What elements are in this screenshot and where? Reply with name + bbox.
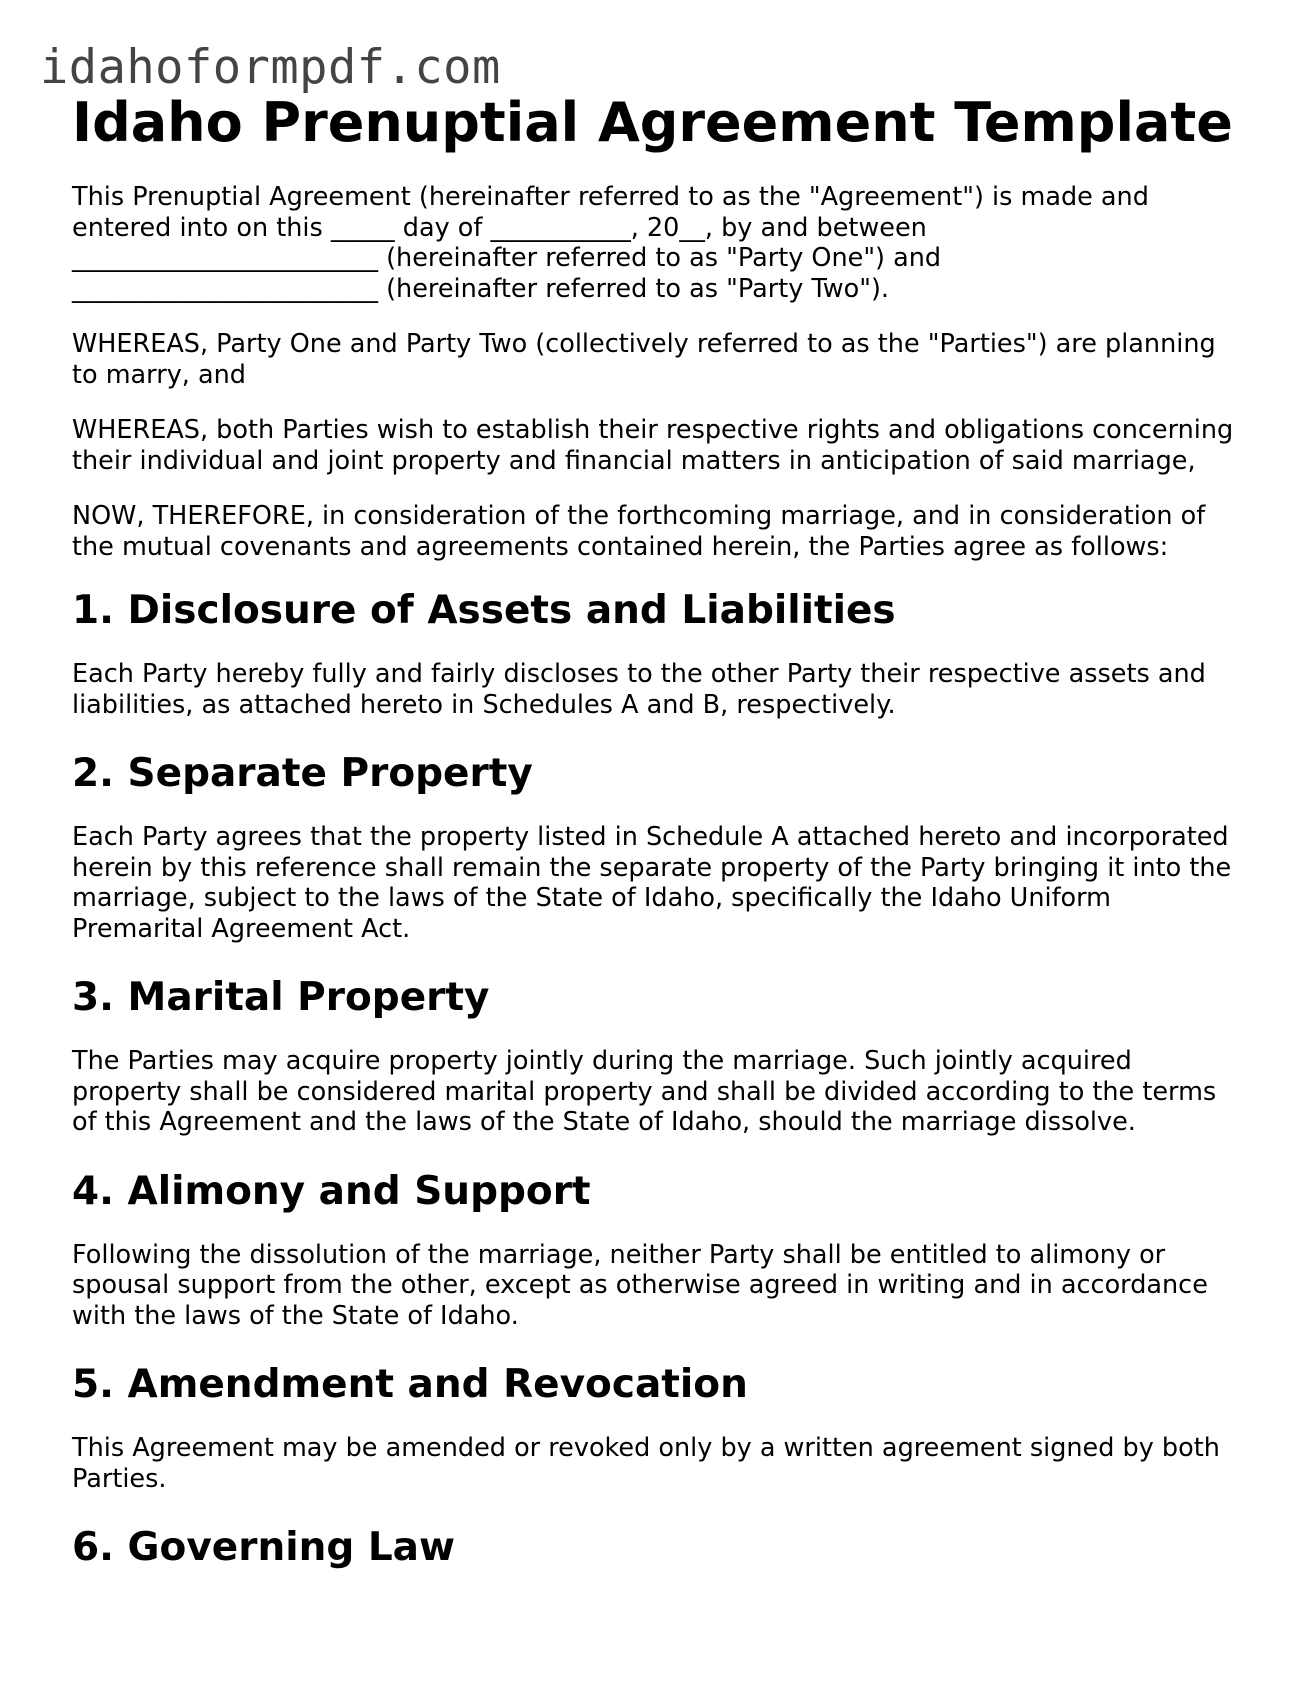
section-line: Each Party hereby fully and fairly discloses to the other Party their respective assets and: [72, 659, 1206, 689]
preamble-line: ________________________ (hereinafter referred to as "Party Two").: [72, 273, 889, 304]
section-line: property shall be considered marital property and shall be divided according to the terms: [72, 1076, 1217, 1107]
preamble-paragraph-intro: [72, 182, 1252, 304]
watermark-text: idahoformpdf.com: [40, 40, 501, 95]
document-title: Idaho Prenuptial Agreement Template: [72, 91, 1233, 154]
section-line: spousal support from the other, except as otherwise agreed in writing and in accordance: [72, 1270, 1208, 1300]
preamble-paragraph-now-therefore: [72, 501, 1252, 562]
preamble-line: the mutual covenants and agreements contained herein, the Parties agree as follows:: [72, 531, 1169, 562]
preamble-line: their individual and joint property and financial matters in anticipation of said marriage,: [72, 445, 1196, 476]
preamble-line: WHEREAS, both Parties wish to establish their respective rights and obligations concerning: [72, 415, 1234, 445]
section-line: The Parties may acquire property jointly during the marriage. Such jointly acquired: [72, 1046, 1132, 1076]
preamble-line: ________________________ (hereinafter referred to as "Party One") and: [72, 243, 942, 273]
section-line: Each Party agrees that the property listed in Schedule A attached hereto and incorporated: [72, 822, 1229, 852]
section-governing-law: [72, 1524, 1252, 1572]
section-heading: 6. Governing Law: [72, 1525, 456, 1570]
preamble-line: NOW, THEREFORE, in consideration of the forthcoming marriage, and in consideration of: [72, 501, 1206, 531]
section-alimony: [72, 1168, 1252, 1332]
section-heading: 5. Amendment and Revocation: [72, 1362, 748, 1407]
section-body: [72, 1046, 1252, 1138]
preamble-line: WHEREAS, Party One and Party Two (collectively referred to as the "Parties") are planning: [72, 329, 1216, 359]
document-body: [72, 90, 1252, 1596]
preamble-line: to marry, and: [72, 359, 246, 390]
section-marital-property: [72, 974, 1252, 1138]
section-line: This Agreement may be amended or revoked only by a written agreement signed by both: [72, 1433, 1220, 1463]
preamble-paragraph-whereas-marry: [72, 329, 1252, 390]
section-line: Following the dissolution of the marriage, neither Party shall be entitled to alimony or: [72, 1239, 1166, 1270]
preamble-line: This Prenuptial Agreement (hereinafter referred to as the "Agreement") is made and: [72, 182, 1149, 212]
section-line: Premarital Agreement Act.: [72, 913, 411, 944]
section-body: [72, 659, 1252, 720]
section-heading: 1. Disclosure of Assets and Liabilities: [72, 588, 896, 633]
section-separate-property: [72, 750, 1252, 944]
section-body: [72, 1240, 1252, 1332]
section-line: herein by this reference shall remain the separate property of the Party bringing it into the: [72, 852, 1232, 883]
section-disclosure: [72, 587, 1252, 720]
preamble: [72, 182, 1252, 562]
section-heading: 4. Alimony and Support: [72, 1168, 591, 1214]
section-line: Parties.: [72, 1463, 167, 1494]
preamble-paragraph-whereas-rights: [72, 415, 1252, 476]
section-line: liabilities, as attached hereto in Schedules A and B, respectively.: [72, 689, 896, 720]
section-line: of this Agreement and the laws of the State of Idaho, should the marriage dissolve.: [72, 1107, 1136, 1137]
section-body: [72, 822, 1252, 944]
section-amendment: [72, 1361, 1252, 1494]
section-line: marriage, subject to the laws of the State of Idaho, specifically the Idaho Uniform: [72, 883, 1112, 913]
section-body: [72, 1433, 1252, 1494]
section-heading: 2. Separate Property: [72, 751, 533, 796]
preamble-line: entered into on this _____ day of ___________, 20__, by and between: [72, 212, 927, 243]
section-line: with the laws of the State of Idaho.: [72, 1300, 519, 1331]
section-heading: 3. Marital Property: [72, 975, 490, 1020]
